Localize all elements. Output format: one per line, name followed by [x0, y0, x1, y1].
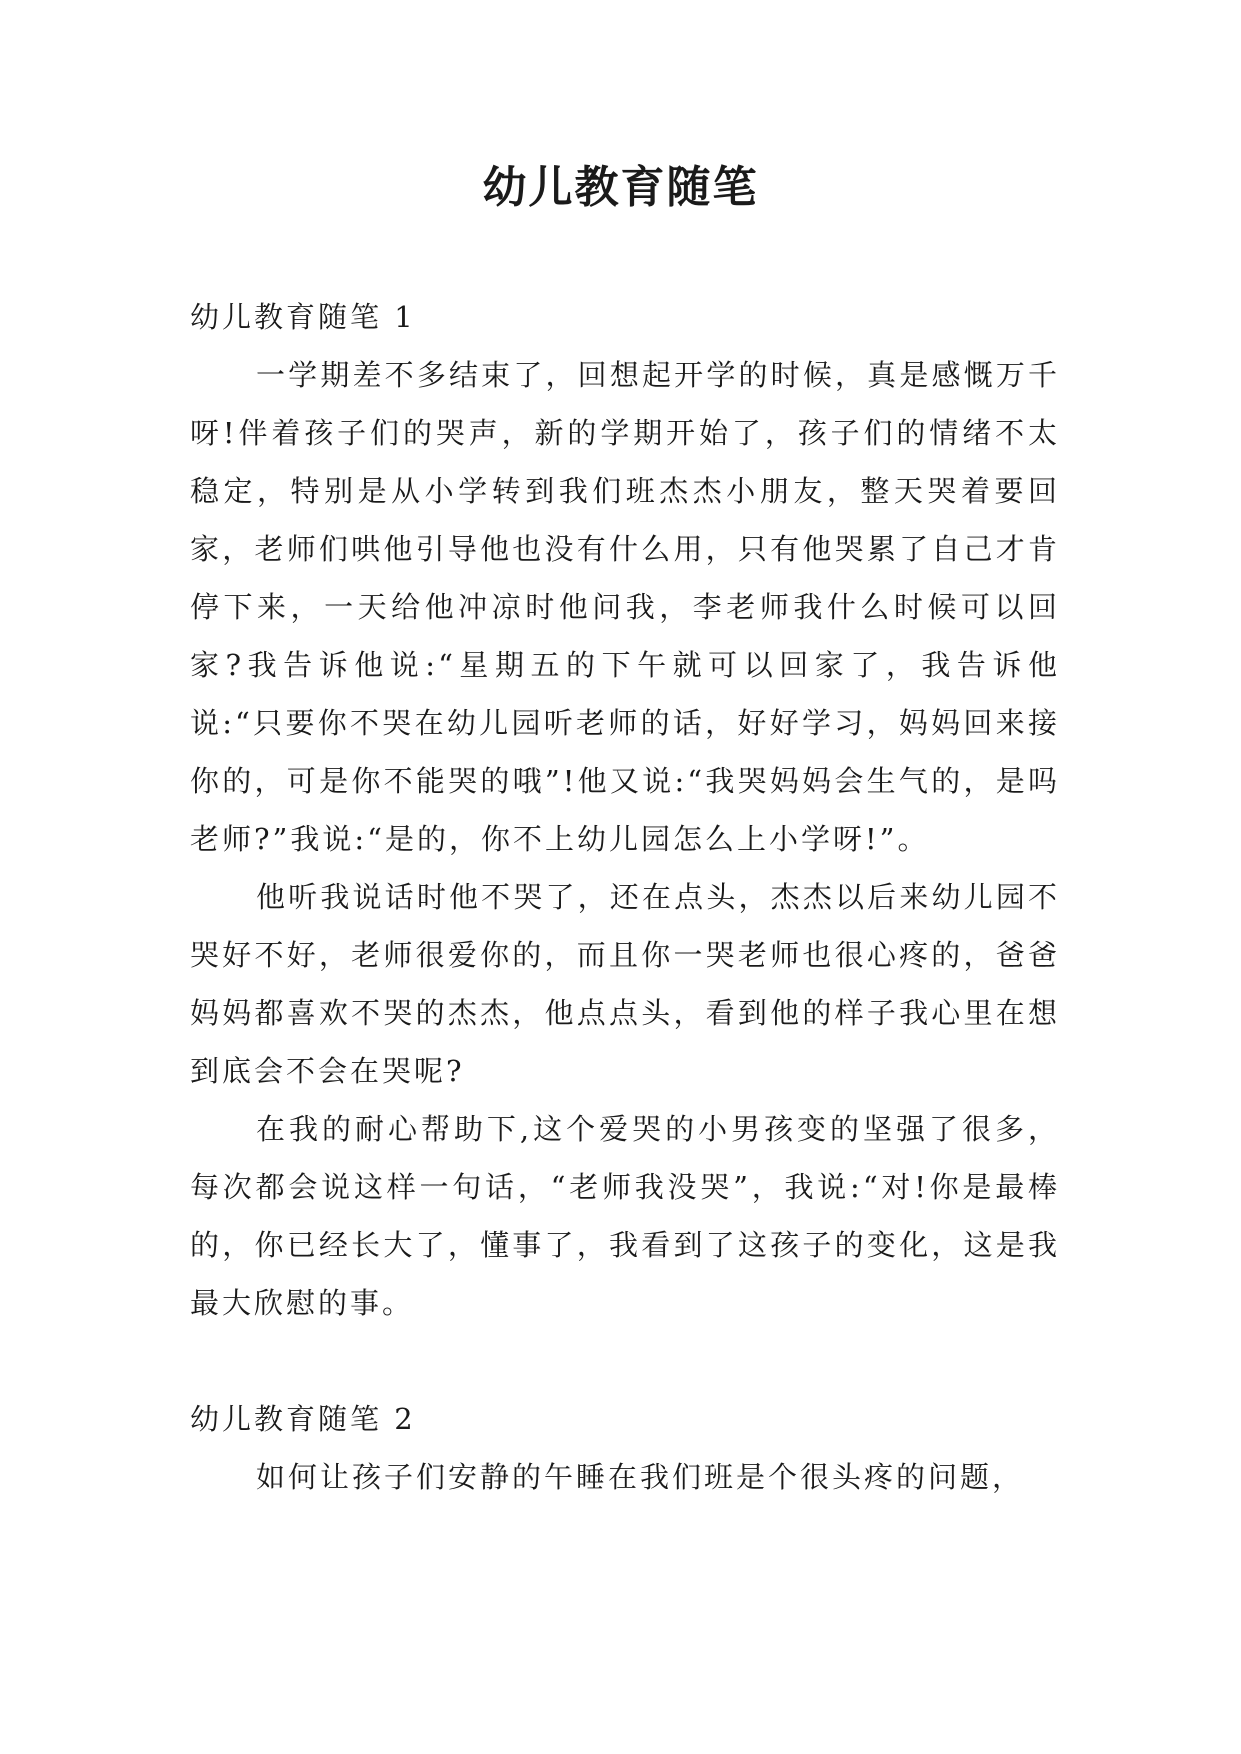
paragraph: 他听我说话时他不哭了，还在点头，杰杰以后来幼儿园不哭好不好，老师很爱你的，而且你一哭老师也很心疼的，爸爸妈妈都喜欢不哭的杰杰，他点点头，看到他的样子我心里在想到底会不会在哭呢? [190, 880, 1060, 1088]
document-body [190, 288, 1060, 1506]
section-2 [190, 1390, 1060, 1506]
section-spacer [190, 1332, 1060, 1390]
section-1 [190, 288, 1060, 1332]
paragraph: 一学期差不多结束了，回想起开学的时候，真是感慨万千呀!伴着孩子们的哭声，新的学期开始了，孩子们的情绪不太稳定，特别是从小学转到我们班杰杰小朋友，整天哭着要回家，老师们哄他引导他也没有什么用，只有他哭累了自己才肯停下来，一天给他冲凉时他问我，李老师我什么时候可以回家?我告诉他说:“星期五的下午就可以回家了，我告诉他说:“只要你不哭在幼儿园听老师的话，好好学习，妈妈回来接你的，可是你不能哭的哦”!他又说:“我哭妈妈会生气的，是吗老师?”我说:“是的，你不上幼儿园怎么上小学呀!”。 [190, 358, 1060, 856]
paragraph: 在我的耐心帮助下,这个爱哭的小男孩变的坚强了很多，每次都会说这样一句话，“老师我没哭”，我说:“对!你是最棒的，你已经长大了，懂事了，我看到了这孩子的变化，这是我最大欣慰的事。 [190, 1112, 1060, 1320]
section-heading: 幼儿教育随笔 1 [190, 300, 416, 334]
document-title: 幼儿教育随笔 [482, 162, 759, 213]
paragraph: 如何让孩子们安静的午睡在我们班是个很头疼的问题， [256, 1460, 1025, 1494]
section-heading: 幼儿教育随笔 2 [190, 1402, 416, 1436]
